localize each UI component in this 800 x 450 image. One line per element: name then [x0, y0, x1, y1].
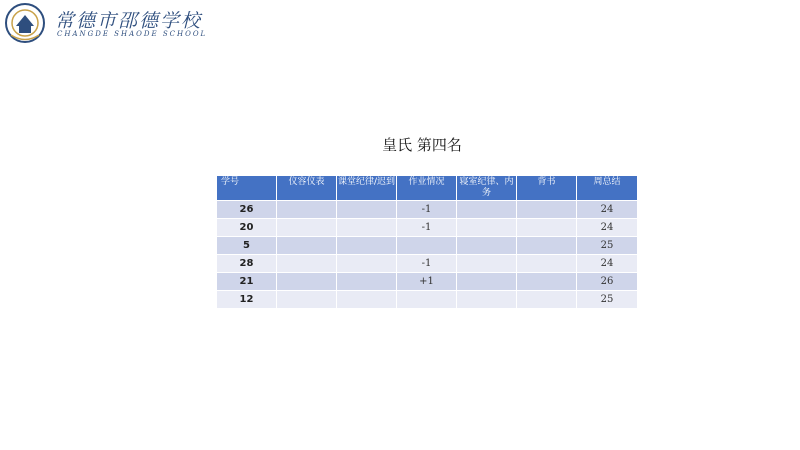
- cell-homework: [397, 237, 457, 255]
- cell-weekly-total: 25: [577, 291, 638, 309]
- cell-dorm-discipline: [457, 273, 517, 291]
- cell-student-id: 21: [217, 273, 277, 291]
- cell-class-discipline: [337, 219, 397, 237]
- cell-recitation: [517, 201, 577, 219]
- cell-homework: +1: [397, 273, 457, 291]
- header-dorm-discipline: 寝室纪律、内务: [457, 176, 517, 201]
- cell-dorm-discipline: [457, 237, 517, 255]
- header-weekly-total: 周总结: [577, 176, 638, 201]
- cell-dorm-discipline: [457, 255, 517, 273]
- cell-class-discipline: [337, 237, 397, 255]
- header-appearance: 仪容仪表: [277, 176, 337, 201]
- cell-dorm-discipline: [457, 219, 517, 237]
- table-row: [217, 273, 638, 291]
- cell-recitation: [517, 291, 577, 309]
- cell-class-discipline: [337, 201, 397, 219]
- cell-weekly-total: 25: [577, 237, 638, 255]
- cell-homework: -1: [397, 219, 457, 237]
- cell-weekly-total: 26: [577, 273, 638, 291]
- cell-dorm-discipline: [457, 291, 517, 309]
- school-name-en: CHANGDE SHAODE SCHOOL: [57, 30, 208, 38]
- school-name-cn: 常德市邵德学校: [55, 10, 203, 32]
- cell-recitation: [517, 219, 577, 237]
- header-homework: 作业情况: [397, 176, 457, 201]
- cell-student-id: 5: [217, 237, 277, 255]
- table-row: [217, 291, 638, 309]
- cell-appearance: [277, 237, 337, 255]
- cell-recitation: [517, 255, 577, 273]
- cell-appearance: [277, 291, 337, 309]
- table-row: [217, 255, 638, 273]
- cell-student-id: 28: [217, 255, 277, 273]
- table-header-row: [217, 176, 638, 201]
- cell-homework: [397, 291, 457, 309]
- table-row: [217, 237, 638, 255]
- cell-homework: -1: [397, 201, 457, 219]
- cell-class-discipline: [337, 273, 397, 291]
- cell-weekly-total: 24: [577, 219, 638, 237]
- cell-weekly-total: 24: [577, 201, 638, 219]
- cell-appearance: [277, 255, 337, 273]
- cell-student-id: 26: [217, 201, 277, 219]
- cell-student-id: 20: [217, 219, 277, 237]
- score-table: [216, 175, 638, 309]
- page-title: 皇氏 第四名: [382, 136, 462, 154]
- cell-dorm-discipline: [457, 201, 517, 219]
- cell-appearance: [277, 201, 337, 219]
- cell-weekly-total: 24: [577, 255, 638, 273]
- cell-class-discipline: [337, 291, 397, 309]
- header-recitation: 背书: [517, 176, 577, 201]
- cell-recitation: [517, 237, 577, 255]
- school-logo: [2, 2, 48, 44]
- cell-class-discipline: [337, 255, 397, 273]
- header-class-discipline: 课堂纪律/迟到: [337, 176, 397, 201]
- table-row: [217, 219, 638, 237]
- cell-appearance: [277, 219, 337, 237]
- cell-recitation: [517, 273, 577, 291]
- table-row: [217, 201, 638, 219]
- cell-appearance: [277, 273, 337, 291]
- header-student-id: 学号: [217, 176, 277, 201]
- cell-homework: -1: [397, 255, 457, 273]
- cell-student-id: 12: [217, 291, 277, 309]
